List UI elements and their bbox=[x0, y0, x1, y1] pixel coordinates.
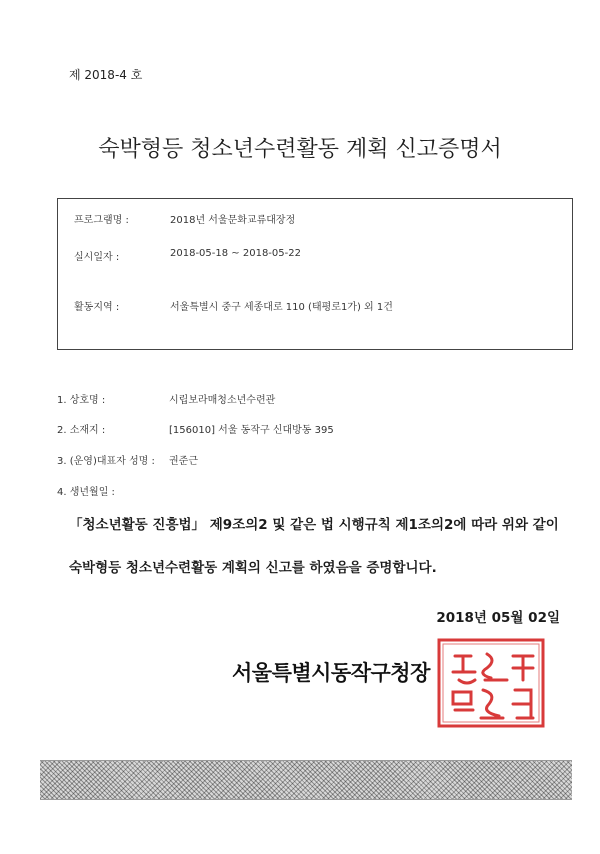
representative-value: 권준근 bbox=[169, 456, 198, 467]
issue-date: 2018년 05월 02일 bbox=[436, 610, 560, 626]
birthdate-label: 4. 생년월일 : bbox=[57, 487, 115, 498]
program-name-value: 2018년 서울문화교류대장정 bbox=[170, 215, 296, 226]
security-pattern-strip bbox=[40, 760, 572, 800]
program-name-label: 프로그램명 : bbox=[74, 215, 129, 226]
statement-line-1: 「청소년활동 진흥법」 제9조의2 및 같은 법 시행규칙 제1조의2에 따라 위와 같이 bbox=[69, 517, 559, 533]
business-name-value: 시립보라매청소년수련관 bbox=[169, 395, 276, 406]
business-name-label: 1. 상호명 : bbox=[57, 395, 106, 406]
statement-line-2: 숙박형등 청소년수련활동 계획의 신고를 하였음을 증명합니다. bbox=[69, 560, 437, 576]
activity-date-value: 2018-05-18 ~ 2018-05-22 bbox=[170, 248, 301, 259]
official-seal-icon bbox=[425, 634, 545, 730]
issuer-name: 서울특별시동작구청장 bbox=[232, 661, 430, 685]
location-value: [156010] 서울 동작구 신대방동 395 bbox=[169, 425, 334, 436]
activity-area-label: 활동지역 : bbox=[74, 302, 120, 313]
document-title: 숙박형등 청소년수련활동 계획 신고증명서 bbox=[98, 137, 502, 162]
representative-label: 3. (운영)대표자 성명 : bbox=[57, 456, 155, 467]
document-number: 제 2018-4 호 bbox=[69, 68, 143, 82]
program-info-box bbox=[57, 198, 573, 350]
activity-area-value: 서울특별시 중구 세종대로 110 (태평로1가) 외 1건 bbox=[170, 302, 393, 313]
activity-date-label: 실시일자 : bbox=[74, 252, 120, 263]
location-label: 2. 소재지 : bbox=[57, 425, 106, 436]
